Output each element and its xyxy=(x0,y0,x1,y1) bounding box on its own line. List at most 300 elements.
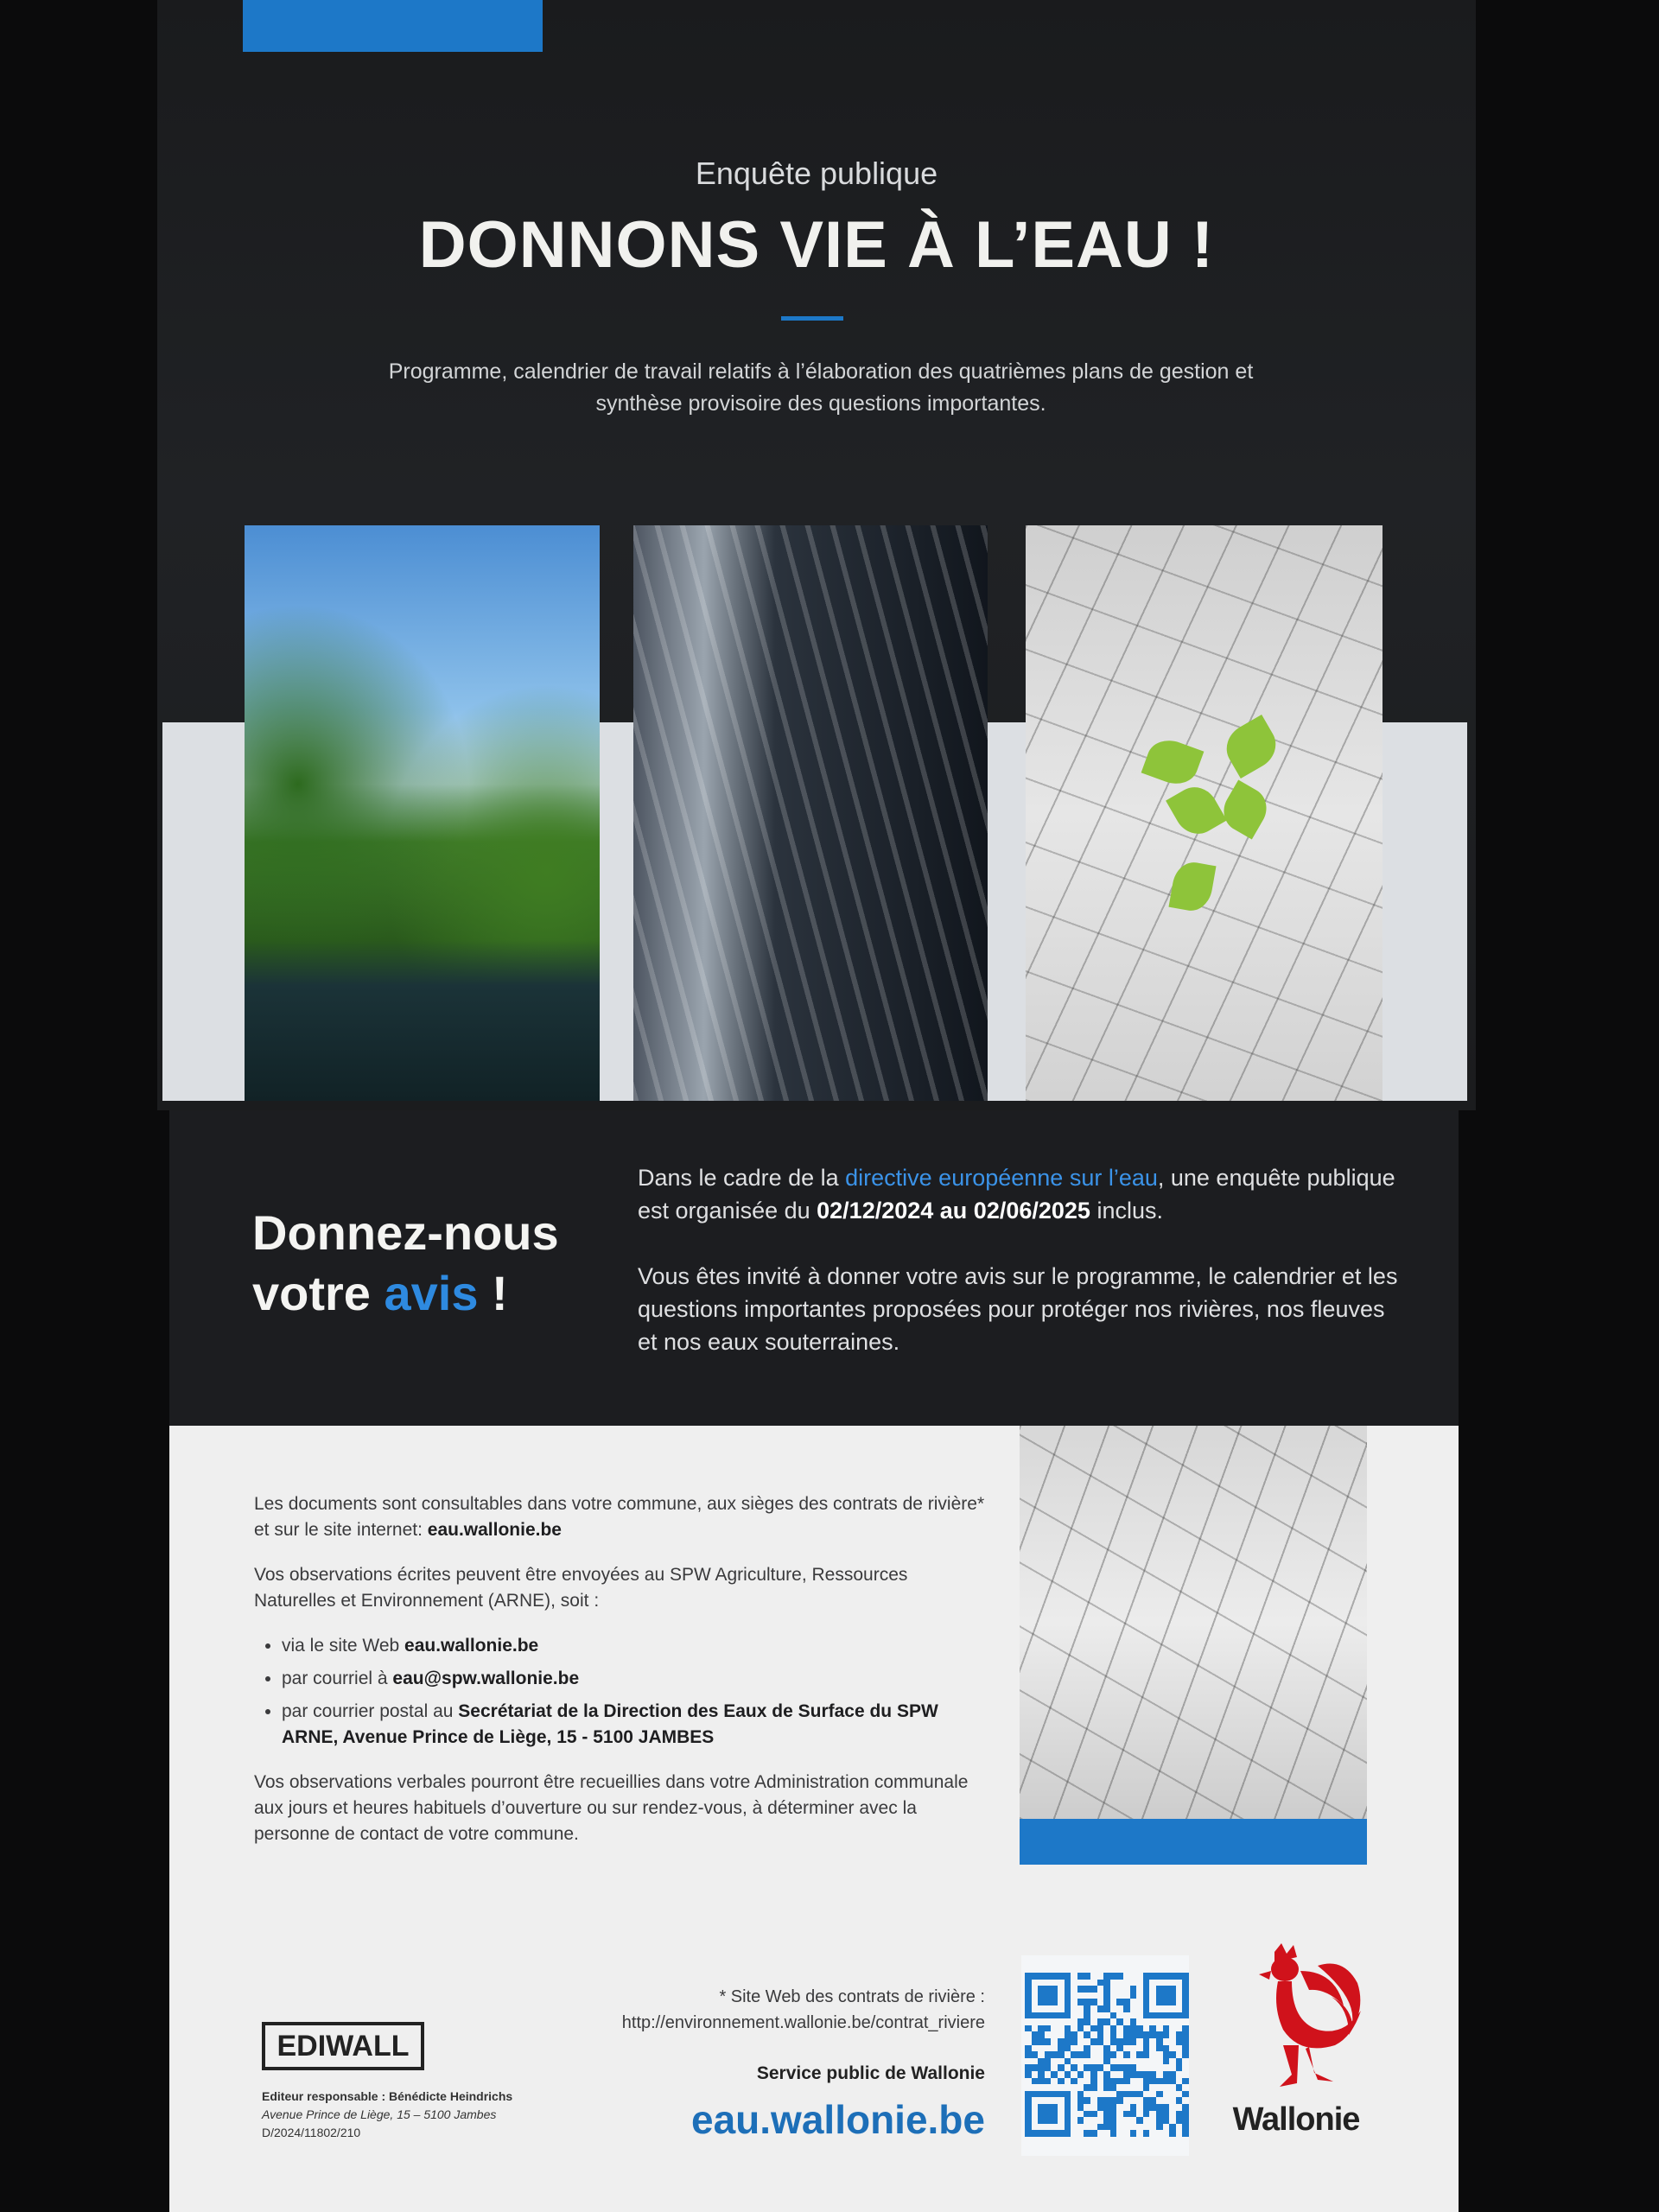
qr-module xyxy=(1182,1986,1189,1993)
cracked-soil-sprout-photo xyxy=(1026,525,1382,1101)
qr-module xyxy=(1103,2084,1110,2091)
qr-module xyxy=(1103,2124,1110,2131)
qr-module xyxy=(1051,1973,1058,1980)
qr-module xyxy=(1116,2078,1123,2085)
qr-module xyxy=(1077,1986,1084,1993)
qr-module xyxy=(1156,2124,1163,2131)
info-text xyxy=(254,1491,988,1866)
qr-module xyxy=(1084,2130,1090,2137)
qr-module xyxy=(1032,2130,1039,2137)
qr-module xyxy=(1032,2038,1039,2045)
qr-module xyxy=(1130,2031,1137,2038)
qr-module xyxy=(1097,1980,1104,1986)
qr-module xyxy=(1110,2078,1117,2085)
qr-module xyxy=(1176,2058,1183,2065)
qr-module xyxy=(1110,2124,1117,2131)
qr-module xyxy=(1156,1999,1163,2005)
qr-module xyxy=(1156,2104,1163,2111)
qr-module xyxy=(1065,1993,1071,1999)
qr-module xyxy=(1084,2005,1090,2012)
qr-module xyxy=(1065,2117,1071,2124)
qr-module xyxy=(1103,2018,1110,2025)
qr-module xyxy=(1182,2124,1189,2131)
qr-module xyxy=(1103,1980,1110,1986)
river-contracts-url[interactable]: http://environnement.wallonie.be/contrat_riviere xyxy=(621,2013,985,2032)
qr-module xyxy=(1071,2038,1077,2045)
sprout-leaf xyxy=(1216,779,1274,839)
qr-module xyxy=(1065,2130,1071,2137)
qr-module xyxy=(1058,1973,1065,1980)
qr-module xyxy=(1045,1993,1052,1999)
qr-module xyxy=(1156,2111,1163,2118)
qr-module xyxy=(1084,2097,1090,2104)
sprout-leaf xyxy=(1166,779,1227,842)
qr-module xyxy=(1143,2084,1150,2091)
qr-module xyxy=(1156,2038,1163,2045)
title-underline xyxy=(781,316,843,321)
list-item: • via le site Web eau.wallonie.be xyxy=(282,1633,988,1659)
qr-module xyxy=(1045,2012,1052,2019)
qr-module xyxy=(1123,2111,1130,2118)
qr-module xyxy=(1163,2078,1170,2085)
qr-module xyxy=(1058,2038,1065,2045)
qr-module xyxy=(1103,2005,1110,2012)
qr-module xyxy=(1169,2071,1176,2078)
qr-module xyxy=(1169,2078,1176,2085)
qr-module xyxy=(1032,2051,1039,2058)
qr-module xyxy=(1097,2018,1104,2025)
qr-module xyxy=(1110,2104,1117,2111)
qr-module xyxy=(1097,2097,1104,2104)
qr-module xyxy=(1149,2012,1156,2019)
qr-module xyxy=(1097,2104,1104,2111)
qr-module xyxy=(1149,2097,1156,2104)
site-url[interactable]: eau.wallonie.be xyxy=(691,2097,985,2142)
qr-code-icon[interactable] xyxy=(1021,1955,1189,2156)
qr-module xyxy=(1051,1993,1058,1999)
qr-module xyxy=(1038,2104,1045,2111)
qr-module xyxy=(1065,2038,1071,2045)
qr-module xyxy=(1176,2097,1183,2104)
qr-module xyxy=(1077,2097,1084,2104)
qr-module xyxy=(1065,1980,1071,1986)
qr-module xyxy=(1116,2038,1123,2045)
qr-module xyxy=(1071,2078,1077,2085)
qr-module xyxy=(1103,1993,1110,1999)
qr-module xyxy=(1130,2111,1137,2118)
ediwall-logo: EDIWALL xyxy=(262,2022,424,2070)
qr-module xyxy=(1143,2012,1150,2019)
qr-module xyxy=(1038,2058,1045,2065)
qr-module xyxy=(1163,1993,1170,1999)
lower-accent-bar xyxy=(1020,1819,1367,1865)
website-link[interactable]: eau.wallonie.be xyxy=(427,1520,562,1540)
qr-module xyxy=(1038,1973,1045,1980)
qr-module xyxy=(1084,2084,1090,2091)
qr-module xyxy=(1143,1993,1150,1999)
qr-module xyxy=(1143,2031,1150,2038)
sprout-leaf xyxy=(1218,715,1284,779)
side-panel-mid-right xyxy=(988,722,1026,1101)
qr-module xyxy=(1051,2117,1058,2124)
qr-module xyxy=(1025,2064,1032,2071)
qr-module xyxy=(1025,2091,1032,2098)
qr-module xyxy=(1103,1999,1110,2005)
qr-module xyxy=(1032,2064,1039,2071)
qr-module xyxy=(1130,2038,1137,2045)
qr-module xyxy=(1025,2124,1032,2131)
qr-module xyxy=(1032,2078,1039,2085)
qr-module xyxy=(1163,2071,1170,2078)
qr-module xyxy=(1077,2104,1084,2111)
qr-module xyxy=(1116,2018,1123,2025)
qr-module xyxy=(1163,2031,1170,2038)
qr-module xyxy=(1182,2104,1189,2111)
qr-module xyxy=(1149,1973,1156,1980)
qr-module xyxy=(1025,2051,1032,2058)
qr-module xyxy=(1025,2005,1032,2012)
qr-module xyxy=(1025,1973,1032,1980)
qr-module xyxy=(1182,2005,1189,2012)
qr-module xyxy=(1090,2130,1097,2137)
qr-module xyxy=(1116,1999,1123,2005)
qr-module xyxy=(1156,2117,1163,2124)
contact-methods-list xyxy=(254,1633,988,1751)
qr-module xyxy=(1025,2111,1032,2118)
qr-module xyxy=(1103,2045,1110,2052)
qr-module xyxy=(1156,1986,1163,1993)
qr-module xyxy=(1045,2058,1052,2065)
qr-module xyxy=(1123,2064,1130,2071)
qr-module xyxy=(1176,2111,1183,2118)
qr-module xyxy=(1025,1980,1032,1986)
qr-module xyxy=(1156,2091,1163,2098)
qr-module xyxy=(1163,1973,1170,1980)
qr-module xyxy=(1084,1973,1090,1980)
qr-module xyxy=(1097,2064,1104,2071)
rooster-icon xyxy=(1223,1940,1370,2104)
qr-module xyxy=(1032,2031,1039,2038)
qr-module xyxy=(1038,2111,1045,2118)
qr-module xyxy=(1071,2031,1077,2038)
qr-module xyxy=(1045,1973,1052,1980)
qr-module xyxy=(1149,2104,1156,2111)
qr-module xyxy=(1169,2051,1176,2058)
qr-module xyxy=(1130,1993,1137,1999)
water-weir-photo xyxy=(633,525,988,1101)
qr-module xyxy=(1045,2078,1052,2085)
info-paragraph-verbal: Vos observations verbales pourront être recueillies dans votre Administration communale aux jours et heures habituels d’ouverture ou sur rendez-vous, à déterminer avec la personne de contact de votre commune. xyxy=(254,1772,969,1844)
poster-subtitle: Programme, calendrier de travail relatifs à l’élaboration des quatrièmes plans de gestion et synthèse provisoire des questions importantes. xyxy=(388,359,1254,416)
qr-module xyxy=(1143,2078,1150,2085)
sprout-leaf xyxy=(1141,734,1205,791)
qr-module xyxy=(1025,2012,1032,2019)
qr-module xyxy=(1071,2051,1077,2058)
qr-module xyxy=(1182,2031,1189,2038)
qr-module xyxy=(1045,2051,1052,2058)
qr-module xyxy=(1038,2025,1045,2032)
poster-title: DONNONS VIE À L’EAU ! xyxy=(418,208,1215,282)
qr-module xyxy=(1163,2012,1170,2019)
qr-module xyxy=(1182,2025,1189,2032)
qr-module xyxy=(1143,1999,1150,2005)
qr-module xyxy=(1116,2097,1123,2104)
side-panel-right xyxy=(1382,722,1467,1101)
qr-module xyxy=(1084,2064,1090,2071)
qr-module xyxy=(1077,2025,1084,2032)
band-paragraph-2: Vous êtes invité à donner votre avis sur le programme, le calendrier et les questions importantes proposées pour protéger nos rivières, nos fleuves et nos eaux souterraines. xyxy=(638,1263,1398,1355)
qr-module xyxy=(1110,2038,1117,2045)
editor-info: Editeur responsable : Bénédicte Heindrichs Avenue Prince de Liège, 15 – 5100 Jambes D/2024/11802/210 xyxy=(262,2089,513,2139)
qr-module xyxy=(1182,2130,1189,2137)
qr-module xyxy=(1110,2064,1117,2071)
email-link[interactable]: eau@spw.wallonie.be xyxy=(392,1669,580,1688)
qr-module xyxy=(1143,2045,1150,2052)
qr-module xyxy=(1058,2012,1065,2019)
qr-module xyxy=(1182,2091,1189,2098)
qr-module xyxy=(1045,2025,1052,2032)
qr-module xyxy=(1143,1973,1150,1980)
qr-module xyxy=(1077,2051,1084,2058)
qr-module xyxy=(1110,2130,1117,2137)
qr-module xyxy=(1169,1986,1176,1993)
qr-module xyxy=(1025,2104,1032,2111)
qr-module xyxy=(1156,2045,1163,2052)
qr-module xyxy=(1176,2031,1183,2038)
qr-module xyxy=(1110,2117,1117,2124)
qr-module xyxy=(1130,2071,1137,2078)
qr-module xyxy=(1143,2005,1150,2012)
qr-module xyxy=(1038,1986,1045,1993)
qr-module xyxy=(1143,2051,1150,2058)
qr-module xyxy=(1130,2064,1137,2071)
qr-module xyxy=(1065,2045,1071,2052)
qr-module xyxy=(1045,2064,1052,2071)
qr-module xyxy=(1169,2130,1176,2137)
qr-module xyxy=(1025,2097,1032,2104)
qr-module xyxy=(1182,2078,1189,2085)
qr-module xyxy=(1130,2018,1137,2025)
qr-module xyxy=(1065,2071,1071,2078)
qr-module xyxy=(1084,1986,1090,1993)
qr-module xyxy=(1123,2078,1130,2085)
qr-module xyxy=(1025,2045,1032,2052)
qr-module xyxy=(1090,2025,1097,2032)
qr-module xyxy=(1123,2091,1130,2098)
qr-module xyxy=(1038,1993,1045,1999)
qr-module xyxy=(1038,2012,1045,2019)
list-item: • par courriel à eau@spw.wallonie.be xyxy=(282,1666,988,1692)
qr-module xyxy=(1130,2104,1137,2111)
cta-line2: votre avis ! xyxy=(252,1266,508,1320)
qr-module xyxy=(1169,2124,1176,2131)
qr-module xyxy=(1038,2091,1045,2098)
qr-module xyxy=(1163,2111,1170,2118)
qr-module xyxy=(1136,2051,1143,2058)
qr-module xyxy=(1149,2031,1156,2038)
qr-module xyxy=(1103,2104,1110,2111)
qr-module xyxy=(1038,2130,1045,2137)
qr-module xyxy=(1176,2117,1183,2124)
qr-module xyxy=(1077,2117,1084,2124)
qr-module xyxy=(1116,2064,1123,2071)
qr-module xyxy=(1025,1999,1032,2005)
qr-module xyxy=(1084,2045,1090,2052)
footnote: * Site Web des contrats de rivière : http://environnement.wallonie.be/contrat_riviere xyxy=(553,1984,985,2036)
qr-module xyxy=(1032,2091,1039,2098)
cracked-soil-photo xyxy=(1020,1426,1367,1819)
qr-module xyxy=(1103,2117,1110,2124)
qr-module xyxy=(1156,1973,1163,1980)
qr-module xyxy=(1130,2091,1137,2098)
qr-module xyxy=(1077,2018,1084,2025)
qr-module xyxy=(1051,2091,1058,2098)
qr-module xyxy=(1156,2012,1163,2019)
qr-module xyxy=(1143,2038,1150,2045)
qr-module xyxy=(1156,1993,1163,1999)
qr-module xyxy=(1038,2064,1045,2071)
qr-module xyxy=(1176,2038,1183,2045)
qr-module xyxy=(1123,2051,1130,2058)
qr-module xyxy=(1143,2111,1150,2118)
qr-module xyxy=(1084,2018,1090,2025)
qr-module xyxy=(1182,1993,1189,1999)
qr-module xyxy=(1038,1999,1045,2005)
qr-module xyxy=(1077,2091,1084,2098)
qr-module xyxy=(1025,1986,1032,1993)
qr-module xyxy=(1038,2117,1045,2124)
qr-module xyxy=(1136,2031,1143,2038)
band-paragraph-1: Dans le cadre de la directive européenne sur l’eau, une enquête publique est organisée du 02/12/2024 au 02/06/2025 inclus. xyxy=(638,1165,1395,1224)
qr-module xyxy=(1051,2104,1058,2111)
qr-module xyxy=(1097,2005,1104,2012)
website-link[interactable]: eau.wallonie.be xyxy=(404,1636,539,1656)
qr-module xyxy=(1065,1999,1071,2005)
qr-module xyxy=(1143,1986,1150,1993)
qr-module xyxy=(1123,2025,1130,2032)
qr-module xyxy=(1045,2111,1052,2118)
qr-module xyxy=(1051,2051,1058,2058)
qr-module xyxy=(1149,2071,1156,2078)
qr-module xyxy=(1084,2051,1090,2058)
qr-module xyxy=(1025,1993,1032,1999)
qr-module xyxy=(1103,2111,1110,2118)
qr-module xyxy=(1110,2084,1117,2091)
qr-module xyxy=(1156,2078,1163,2085)
qr-module xyxy=(1176,2012,1183,2019)
qr-module xyxy=(1123,1999,1130,2005)
qr-module xyxy=(1090,2084,1097,2091)
qr-module xyxy=(1051,2111,1058,2118)
qr-module xyxy=(1143,2104,1150,2111)
qr-module xyxy=(1045,1986,1052,1993)
qr-module xyxy=(1123,2038,1130,2045)
qr-module xyxy=(1176,1973,1183,1980)
qr-module xyxy=(1182,1973,1189,1980)
qr-module xyxy=(1182,2012,1189,2019)
qr-module xyxy=(1058,2051,1065,2058)
qr-module xyxy=(1169,1993,1176,1999)
qr-module xyxy=(1103,1986,1110,1993)
qr-module xyxy=(1176,2084,1183,2091)
qr-module xyxy=(1169,2012,1176,2019)
qr-module xyxy=(1025,2130,1032,2137)
qr-module xyxy=(1182,2045,1189,2052)
qr-module xyxy=(1103,2058,1110,2065)
qr-module xyxy=(1090,2064,1097,2071)
qr-module xyxy=(1032,1973,1039,1980)
qr-module xyxy=(1045,2130,1052,2137)
qr-module xyxy=(1038,2071,1045,2078)
qr-module xyxy=(1090,2071,1097,2078)
qr-module xyxy=(1045,2104,1052,2111)
qr-module xyxy=(1097,2124,1104,2131)
qr-module xyxy=(1163,2045,1170,2052)
qr-module xyxy=(1103,2071,1110,2078)
qr-module xyxy=(1156,2031,1163,2038)
directive-link[interactable]: directive européenne sur l’eau xyxy=(845,1165,1158,1191)
qr-module xyxy=(1065,2104,1071,2111)
qr-module xyxy=(1058,2091,1065,2098)
qr-module xyxy=(1097,2031,1104,2038)
qr-module xyxy=(1103,2051,1110,2058)
qr-module xyxy=(1071,2064,1077,2071)
qr-module xyxy=(1110,2097,1117,2104)
header-kicker: Enquête publique xyxy=(695,156,938,191)
qr-module xyxy=(1130,2025,1137,2032)
side-panel-left xyxy=(162,722,249,1101)
qr-module xyxy=(1163,1986,1170,1993)
qr-module xyxy=(1051,1986,1058,1993)
qr-module xyxy=(1058,2130,1065,2137)
qr-module xyxy=(1182,2117,1189,2124)
qr-module xyxy=(1123,2005,1130,2012)
qr-module xyxy=(1116,2091,1123,2098)
qr-module xyxy=(1182,1980,1189,1986)
qr-module xyxy=(1163,2058,1170,2065)
qr-module xyxy=(1182,2051,1189,2058)
qr-module xyxy=(1025,2071,1032,2078)
qr-module xyxy=(1136,2071,1143,2078)
qr-module xyxy=(1110,1973,1117,1980)
qr-module xyxy=(1097,2038,1104,2045)
qr-module xyxy=(1176,2064,1183,2071)
qr-module xyxy=(1182,2111,1189,2118)
qr-module xyxy=(1103,2097,1110,2104)
qr-module xyxy=(1182,2038,1189,2045)
qr-module xyxy=(1065,2012,1071,2019)
qr-module xyxy=(1025,2117,1032,2124)
qr-module xyxy=(1065,2025,1071,2032)
wallonie-wordmark: Wallonie xyxy=(1232,2101,1360,2138)
qr-module xyxy=(1110,2111,1117,2118)
qr-module xyxy=(1143,2097,1150,2104)
qr-module xyxy=(1045,2117,1052,2124)
qr-module xyxy=(1051,2130,1058,2137)
qr-module xyxy=(1051,2012,1058,2019)
qr-module xyxy=(1090,1999,1097,2005)
qr-module xyxy=(1103,1973,1110,1980)
qr-module xyxy=(1058,2064,1065,2071)
qr-module xyxy=(1163,2104,1170,2111)
qr-module xyxy=(1038,2031,1045,2038)
qr-module xyxy=(1038,2038,1045,2045)
qr-module xyxy=(1110,2031,1117,2038)
band-description xyxy=(638,1161,1398,1358)
qr-module xyxy=(1084,2031,1090,2038)
qr-module xyxy=(1077,2071,1084,2078)
top-accent-bar xyxy=(243,0,543,52)
